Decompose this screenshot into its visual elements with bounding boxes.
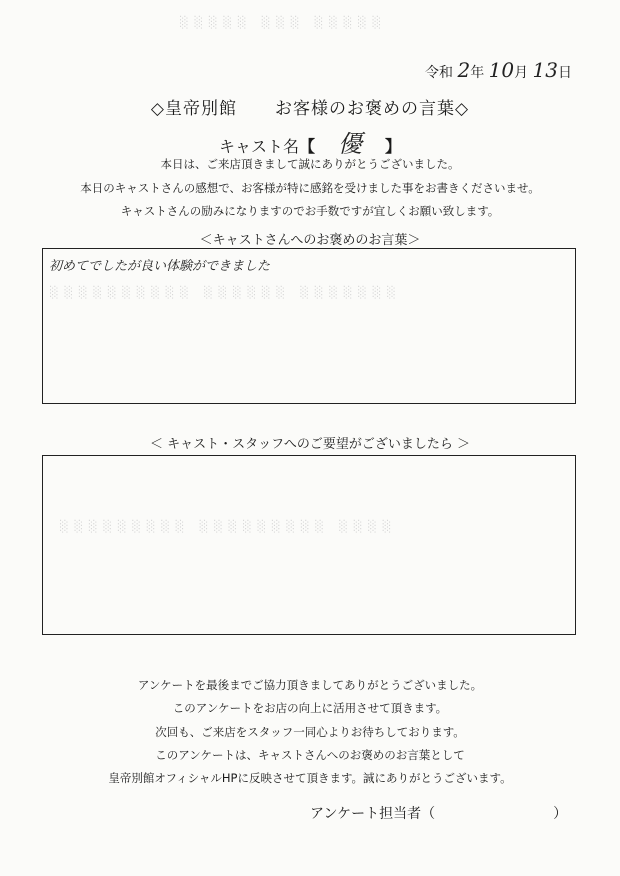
cast-line [0,124,620,159]
date-day-label: 日 [558,65,572,81]
intro-line-1: 本日は、ご来店頂きまして誠にありがとうございました。 [160,157,460,171]
signature-label: アンケート担当者 [310,806,422,822]
date-month: 10 [488,58,515,82]
date-year-label: 年 [470,65,485,81]
signature-close: ） [553,806,568,822]
requests-box[interactable] [42,455,576,635]
compliments-answer: 初めてでしたが良い体験ができました [49,259,271,274]
date [425,58,572,82]
date-year: 2 [457,58,471,82]
intro-line-3: キャストさんの励みになりますのでお手数ですが宜しくお願い致します。 [120,204,500,218]
closing-line-1: アンケートを最後までご協力頂きましてありがとうございました。 [137,678,483,692]
title-subject: お客様のお褒めの言葉◇ [275,99,470,119]
intro-line-2: 本日のキャストさんの感想で、お客様が特に感銘を受けました事をお書きくださいませ。 [80,181,540,195]
bleed-through: ░░░░░░░░░░ ░░░░░░ ░░░░░░░ [50,286,402,299]
closing-line-4: このアンケートは、キャストさんへのお褒めのお言葉として [155,748,465,762]
cast-bracket-close: 】 [385,137,402,156]
section-requests-heading: ＜ キャスト・スタッフへのご要望がございましたら ＞ [149,437,470,452]
title-store: ◇皇帝別館 [150,99,237,119]
date-era: 令和 [425,65,453,81]
date-month-label: 月 [514,65,529,81]
page-title [0,94,620,119]
bleed-through: ░░░░░ ░░░ ░░░░░ [180,16,387,29]
closing-line-5: 皇帝別館オフィシャルHPに反映させて頂きます。誠にありがとうございます。 [108,771,512,785]
section-compliments-heading: ＜キャストさんへのお褒めのお言葉＞ [199,233,421,248]
closing-line-3: 次回も、ご来店をスタッフ一同心よりお待ちしております。 [155,725,465,739]
closing-line-2: このアンケートをお店の向上に活用させて頂きます。 [172,701,448,715]
date-day: 13 [532,58,558,82]
cast-bracket-open: 【 [298,137,315,156]
cast-label: キャスト名 [218,137,299,156]
compliments-box[interactable] [42,248,576,404]
bleed-through: ░░░░░░░░░ ░░░░░░░░░ ░░░░ [60,520,398,533]
signature-open: （ [421,806,436,822]
cast-name: 優 [338,130,362,158]
signature-line [310,803,567,823]
